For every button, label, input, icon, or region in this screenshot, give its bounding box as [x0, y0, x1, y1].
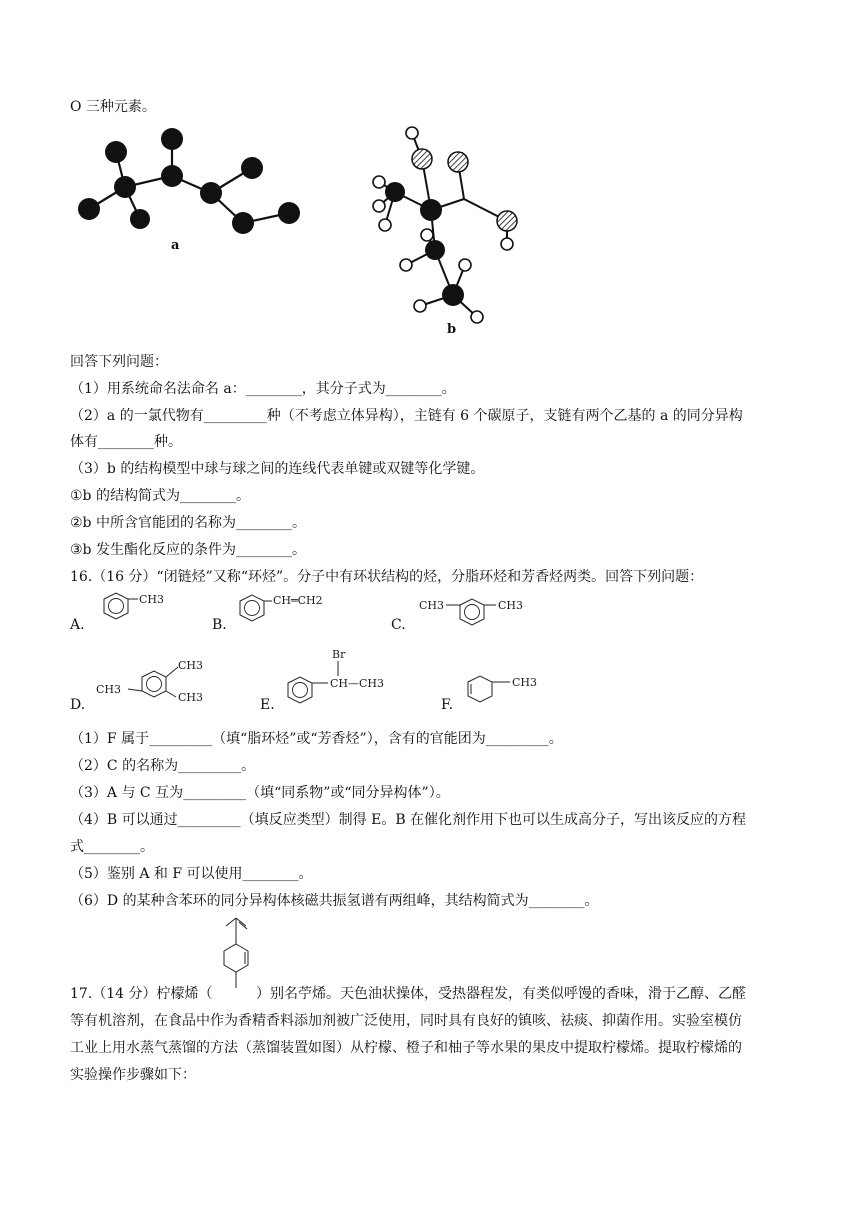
structure-b-styrene [232, 592, 362, 634]
q15-part3-1: ①b 的结构简式为________。 [70, 488, 250, 504]
structure-c-ch3-left: CH3 [419, 599, 445, 612]
option-f-letter: F. [441, 697, 453, 713]
q15-part2b: 体有________种。 [70, 434, 182, 450]
structure-a-toluene [92, 592, 182, 634]
q15-part3-2: ②b 中所含官能团的名称为________。 [70, 515, 306, 531]
q16-part4a: （4）B 可以通过_________（填反应类型）制得 E。B 在催化剂作用下也可以生成高分子，写出该反应的方程 [70, 812, 747, 828]
q15-part2a: （2）a 的一氯代物有_________种（不考虑立体异构），主链有 6 个碳原子，支链有两个乙基的 a 的同分异构 [70, 408, 743, 424]
figure-b-label: b [447, 322, 457, 337]
q16-part6: （6）D 的某种含苯环的同分异构体核磁共振氢谱有两组峰，其结构简式为________。 [70, 893, 599, 909]
structure-d-ch3-top: CH3 [178, 659, 204, 672]
structure-e-bromoethylbenzene [280, 645, 410, 707]
q17-line3: 工业上用水蒸气蒸馏的方法（蒸馏装置如图）从柠檬、橙子和柚子等水果的果皮中提取柠檬烯。提取柠檬烯的 [70, 1040, 742, 1056]
structure-limonene [212, 914, 262, 1002]
structure-d-ch3-right: CH3 [178, 691, 204, 704]
q16-part1: （1）F 属于_________（填“脂环烃”或“芳香烃”），含有的官能团为_________。 [70, 731, 563, 747]
q16-part2: （2）C 的名称为_________。 [70, 758, 256, 774]
structure-a-ch3: CH3 [139, 593, 165, 606]
q16-part4b: 式________。 [70, 839, 154, 855]
q15-part1: （1）用系统命名法命名 a：________，其分子式为________。 [70, 381, 456, 397]
q16-part5: （5）鉴别 A 和 F 可以使用________。 [70, 866, 313, 882]
q17-line4: 实验操作步骤如下： [70, 1067, 196, 1083]
structure-d-ch3-left: CH3 [96, 683, 122, 696]
structure-e-br: Br [332, 648, 346, 661]
q16-part3: （3）A 与 C 互为_________（填“同系物”或“同分异构体”）。 [70, 785, 450, 801]
top-fragment: O 三种元素。 [70, 99, 156, 115]
q16-stem: 16.（16 分）“闭链烃”又称“环烃”。分子中有环状结构的烃，分脂环烃和芳香烃两类。回答下列问题： [70, 569, 704, 585]
structure-e-chain: CH—CH3 [330, 677, 385, 690]
q15-part3-3: ③b 发生酯化反应的条件为________。 [70, 542, 306, 558]
option-d-letter: D. [70, 697, 86, 713]
ball-model-b [365, 122, 535, 327]
structure-c-ch3-right: CH3 [498, 599, 524, 612]
q17-line1-post: ）别名苧烯。天色油状操体，受热器程发，有类似呼馒的香味，滑于乙醇、乙醛 [256, 986, 746, 1002]
option-e-letter: E. [260, 697, 275, 713]
q15-part3: （3）b 的结构模型中球与球之间的连线代表单键或双键等化学键。 [70, 461, 485, 477]
option-c-letter: C. [391, 617, 406, 633]
structure-f-methylcyclohexene [462, 670, 562, 712]
structure-c-m-xylene [416, 594, 546, 636]
structure-d-trimethylbenzene [94, 652, 224, 714]
figure-a-label: a [171, 238, 180, 253]
option-a-letter: A. [70, 617, 85, 633]
q15-intro: 回答下列问题： [70, 354, 168, 370]
structure-b-vinyl: CH═CH2 [273, 594, 323, 607]
option-b-letter: B. [212, 617, 227, 633]
structure-f-ch3: CH3 [512, 676, 538, 689]
ball-model-a [70, 125, 310, 255]
q17-line2: 等有机溶剂，在食品中作为香精香料添加剂被广泛使用，同时具有良好的镇咳、祛痰、抑菌作用。实验室模仿 [70, 1013, 742, 1029]
q17-line1-pre: 17.（14 分）柠檬烯（ [70, 986, 213, 1002]
